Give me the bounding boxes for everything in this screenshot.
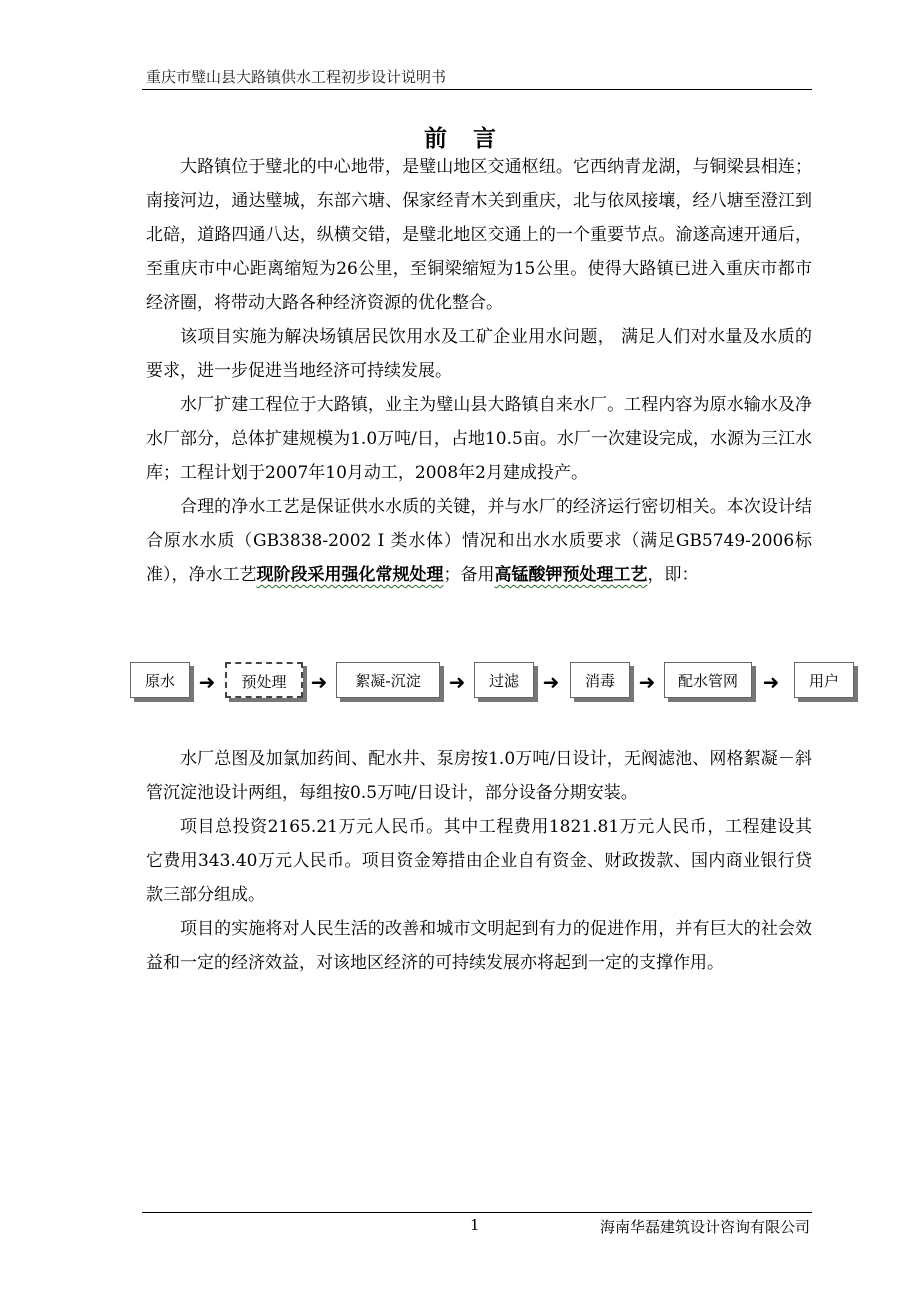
paragraph-design: 水厂总图及加氯加药间、配水井、泵房按1.0万吨/日设计，无阀滤池、网格絮凝－斜管沉淀池设计两组，每组按0.5万吨/日设计，部分设备分期安装。 xyxy=(146,749,812,803)
paragraph-benefit: 项目的实施将对人民生活的改善和城市文明起到有力的促进作用，并有巨大的社会效益和一定的经济效益，对该地区经济的可持续发展亦将起到一定的支撑作用。 xyxy=(146,919,812,973)
flow-step-distribution: 配水管网 xyxy=(664,662,752,698)
flow-arrow-icon: ➜ xyxy=(448,670,466,694)
paragraph-purpose: 该项目实施为解决场镇居民饮用水及工矿企业用水问题， 满足人们对水量及水质的要求，进一步促进当地经济可持续发展。 xyxy=(146,327,812,381)
process-text-3: ，即： xyxy=(647,565,699,585)
flow-step-pretreatment: 预处理 xyxy=(225,662,303,698)
flow-arrow-icon: ➜ xyxy=(310,670,328,694)
body-section-top xyxy=(146,150,812,592)
flow-arrow-icon: ➜ xyxy=(638,670,656,694)
page-number: 1 xyxy=(470,1216,480,1234)
body-section-bottom xyxy=(146,742,812,980)
footer-divider xyxy=(142,1212,812,1213)
header-divider xyxy=(142,89,812,90)
paragraph-process xyxy=(146,490,812,592)
process-highlight-2: 高锰酸钾预处理工艺 xyxy=(494,565,648,585)
flow-step-filtration: 过滤 xyxy=(474,662,534,698)
flow-arrow-icon: ➜ xyxy=(198,670,216,694)
page-title: 前言 xyxy=(424,125,522,152)
flow-step-disinfection: 消毒 xyxy=(570,662,630,698)
paragraph-investment: 项目总投资2165.21万元人民币。其中工程费用1821.81万元人民币，工程建设其它费用343.40万元人民币。项目资金筹措由企业自有资金、财政拨款、国内商业银行贷款三部分组成。 xyxy=(146,817,812,905)
process-highlight-1: 现阶段采用强化常规处理 xyxy=(256,565,444,585)
flow-step-raw-water: 原水 xyxy=(130,662,190,698)
flow-step-flocculation: 絮凝-沉淀 xyxy=(336,662,440,698)
paragraph-location: 大路镇位于璧北的中心地带，是璧山地区交通枢纽。它西纳青龙湖，与铜梁县相连；南接河边，通达璧城，东部六塘、保家经青木关到重庆，北与依凤接壤，经八塘至澄江到北碚，道路四通八达，纵横交错，是璧北地区交通上的一个重要节点。渝遂高速开通后，至重庆市中心距离缩短为26公里，至铜梁缩短为15公里。使得大路镇已进入重庆市都市经济圈，将带动大路各种经济资源的优化整合。 xyxy=(146,157,812,313)
paragraph-scope: 水厂扩建工程位于大路镇，业主为璧山县大路镇自来水厂。工程内容为原水输水及净水厂部分，总体扩建规模为1.0万吨/日，占地10.5亩。水厂一次建设完成，水源为三江水库；工程计划于2007年10月动工，2008年2月建成投产。 xyxy=(146,395,812,483)
process-flow-diagram xyxy=(130,662,860,702)
company-name: 海南华磊建筑设计咨询有限公司 xyxy=(599,1218,810,1236)
process-text-2: ；备用 xyxy=(443,565,495,585)
flow-arrow-icon: ➜ xyxy=(762,670,780,694)
flow-step-user: 用户 xyxy=(794,662,854,698)
flow-arrow-icon: ➜ xyxy=(542,670,560,694)
process-text-1: 合理的净水工艺是保证供水水质的关键，并与水厂的经济运行密切相关。本次设计结合原水水质（GB3838-2002 I 类水体）情况和出水水质要求（满足GB5749-2006标准），净水工艺 xyxy=(146,497,812,585)
running-header: 重庆市璧山县大路镇供水工程初步设计说明书 xyxy=(146,68,447,86)
